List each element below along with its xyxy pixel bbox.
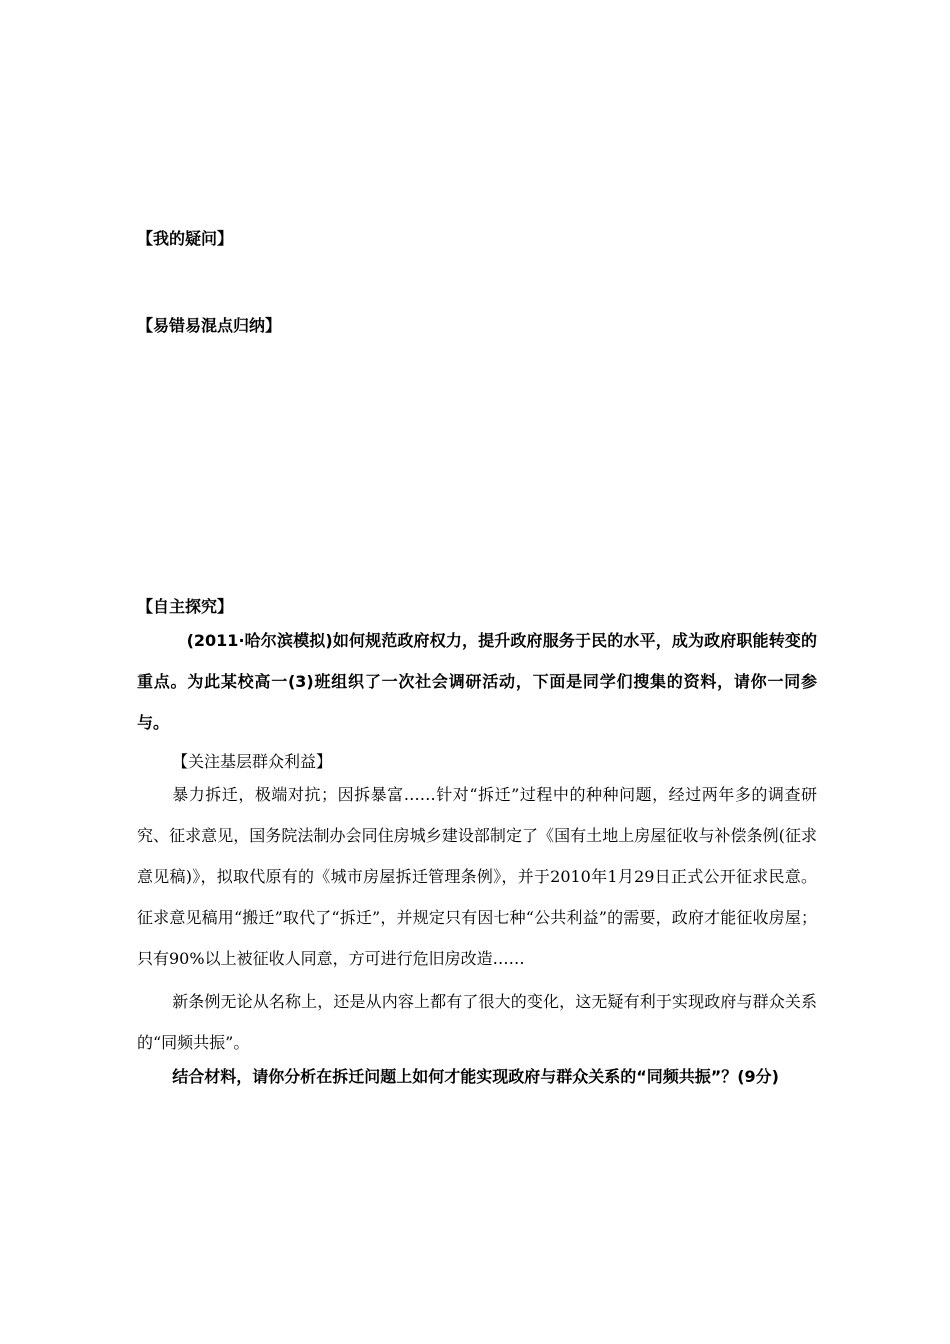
sub-heading-grassroots-interests: 【关注基层群众利益】 (172, 752, 333, 771)
exploration-intro: (2011·哈尔滨模拟)如何规范政府权力，提升政府服务于民的水平，成为政府职能转变的重点。为此某校高一(3)班组织了一次社会调研活动，下面是同学们搜集的资料，请你一同参与。 (137, 631, 817, 732)
section-heading-self-exploration: 【自主探究】 (137, 597, 234, 616)
question-text: 结合材料，请你分析在拆迁问题上如何才能实现政府与群众关系的“同频共振”？(9分) (172, 1067, 779, 1086)
material-paragraph-2: 新条例无论从名称上，还是从内容上都有了很大的变化，这无疑有利于实现政府与群众关系的“同频共振”。 (137, 992, 817, 1052)
material-paragraph-1: 暴力拆迁，极端对抗；因拆暴富……针对“拆迁”过程中的种种问题，经过两年多的调查研究、征求意见，国务院法制办会同住房城乡建设部制定了《国有土地上房屋征收与补偿条例(征求意见稿)》，拟取代原有的《城市房屋拆迁管理条例》，并于2010年1月29日正式公开征求民意。征求意见稿用“搬迁”取代了“拆迁”，并规定只有因七种“公共利益”的需要，政府才能征收房屋；只有90%以上被征收人同意，方可进行危旧房改造…… (137, 785, 817, 968)
section-heading-errors-summary: 【易错易混点归纳】 (137, 316, 282, 335)
section-heading-my-questions: 【我的疑问】 (137, 229, 234, 248)
